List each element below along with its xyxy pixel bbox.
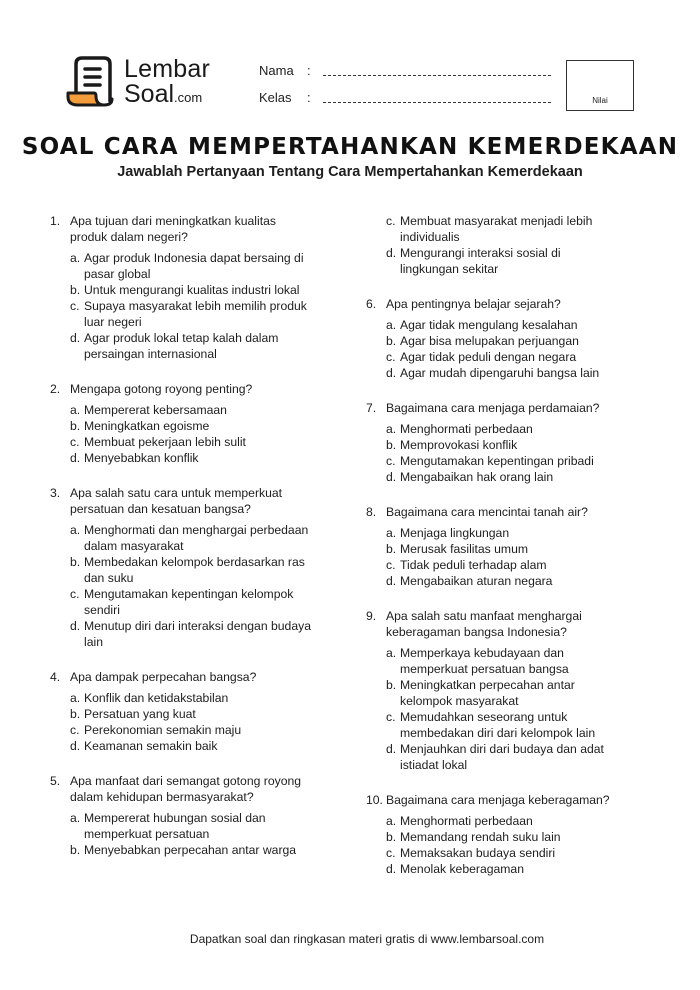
option-letter: c. (70, 587, 80, 601)
option-letter: a. (70, 251, 81, 265)
option-letter: d. (70, 619, 81, 633)
question-text: Bagaimana cara menjaga keberagaman? (386, 793, 610, 807)
answer-option[interactable] (70, 418, 315, 434)
answer-option[interactable] (386, 525, 616, 541)
option-letter: c. (386, 350, 396, 364)
answer-option[interactable] (70, 706, 315, 722)
question-number: 7. (366, 401, 377, 415)
nama-line[interactable] (323, 75, 551, 76)
option-letter: b. (70, 843, 81, 857)
option-letter: c. (386, 214, 396, 228)
option-text: Merusak fasilitas umum (400, 542, 529, 556)
option-text: Agar bisa melupakan perjuangan (400, 334, 579, 348)
option-text: Mengabaikan aturan negara (400, 574, 553, 588)
answer-option[interactable] (70, 810, 315, 842)
option-text: Agar tidak mengulang kesalahan (400, 318, 578, 332)
option-text: Menjauhkan diri dari budaya dan adat istiadat lokal (400, 742, 604, 772)
option-text: Tidak peduli terhadap alam (400, 558, 547, 572)
option-letter: a. (70, 691, 81, 705)
option-text: Menghormati dan menghargai perbedaan dalam masyarakat (84, 523, 309, 553)
answer-option[interactable] (386, 677, 616, 709)
option-text: Agar produk lokal tetap kalah dalam persaingan internasional (84, 331, 279, 361)
nama-label: Nama (259, 63, 294, 78)
document-logo-icon (66, 55, 122, 111)
answer-option[interactable] (386, 213, 616, 245)
option-letter: a. (70, 811, 81, 825)
answer-option[interactable] (386, 349, 616, 365)
answer-option[interactable] (386, 709, 616, 741)
answer-option[interactable] (386, 645, 616, 677)
question-item (366, 792, 616, 877)
option-text: Memaksakan budaya sendiri (400, 846, 556, 860)
question-text: Apa dampak perpecahan bangsa? (70, 670, 257, 684)
option-letter: d. (70, 739, 81, 753)
option-text: Menjaga lingkungan (400, 526, 510, 540)
answer-option[interactable] (70, 586, 315, 618)
option-letter: c. (386, 558, 396, 572)
question-item (366, 504, 616, 589)
question-item (366, 213, 616, 277)
option-letter: b. (70, 419, 81, 433)
option-letter: b. (386, 678, 397, 692)
question-text: Apa salah satu cara untuk memperkuat persatuan dan kesatuan bangsa? (70, 486, 283, 516)
option-letter: d. (386, 862, 397, 876)
option-letter: d. (70, 331, 81, 345)
question-number: 3. (50, 486, 61, 500)
answer-option[interactable] (386, 741, 616, 773)
nama-field[interactable] (259, 63, 317, 78)
option-text: Menolak keberagaman (400, 862, 524, 876)
question-text: Apa salah satu manfaat menghargai keberagaman bangsa Indonesia? (386, 609, 582, 639)
nilai-label: Nilai (592, 96, 608, 105)
answer-option[interactable] (386, 437, 616, 453)
question-item (366, 296, 616, 381)
answer-option[interactable] (386, 453, 616, 469)
question-text: Bagaimana cara mencintai tanah air? (386, 505, 588, 519)
answer-option[interactable] (70, 522, 315, 554)
option-text: Membuat pekerjaan lebih sulit (84, 435, 246, 449)
questions-left-column (50, 213, 315, 877)
option-letter: d. (386, 366, 397, 380)
option-letter: c. (70, 723, 80, 737)
question-text: Bagaimana cara menjaga perdamaian? (386, 401, 600, 415)
answer-option[interactable] (386, 557, 616, 573)
footer-text: Dapatkan soal dan ringkasan materi gratis di www.lembarsoal.com (189, 932, 545, 946)
option-letter: a. (70, 523, 81, 537)
answer-option[interactable] (386, 829, 616, 845)
option-text: Menyebabkan perpecahan antar warga (84, 843, 297, 857)
option-text: Untuk mengurangi kualitas industri lokal (84, 283, 300, 297)
option-text: Meningkatkan egoisme (84, 419, 210, 433)
option-text: Mengutamakan kepentingan pribadi (400, 454, 594, 468)
answer-option[interactable] (70, 842, 315, 858)
question-item (50, 485, 315, 650)
option-letter: b. (386, 830, 397, 844)
question-number: 4. (50, 670, 61, 684)
page-title: SOAL CARA MEMPERTAHANKAN KEMERDEKAAN (21, 134, 679, 160)
answer-option[interactable] (70, 402, 315, 418)
option-text: Konflik dan ketidakstabilan (84, 691, 229, 705)
option-text: Menghormati perbedaan (400, 422, 533, 436)
option-text: Mempererat kebersamaan (84, 403, 227, 417)
option-text: Menutup diri dari interaksi dengan budaya lain (84, 619, 311, 649)
option-text: Mengurangi interaksi sosial di lingkungan sekitar (400, 246, 561, 276)
answer-option[interactable] (386, 845, 616, 861)
option-letter: d. (386, 470, 397, 484)
question-number: 10. (366, 793, 383, 807)
page-subtitle: Jawablah Pertanyaan Tentang Cara Mempertahankan Kemerdekaan (117, 164, 583, 180)
option-text: Membuat masyarakat menjadi lebih individualis (400, 214, 593, 244)
option-letter: c. (386, 710, 396, 724)
nilai-box[interactable] (566, 60, 634, 111)
option-letter: b. (70, 283, 81, 297)
question-text: Mengapa gotong royong penting? (70, 382, 253, 396)
option-letter: a. (70, 403, 81, 417)
answer-option[interactable] (386, 317, 616, 333)
answer-option[interactable] (386, 573, 616, 589)
kelas-field[interactable] (259, 90, 317, 105)
question-item (50, 773, 315, 858)
logo-suffix: .com (174, 90, 203, 105)
option-letter: a. (386, 318, 397, 332)
answer-option[interactable] (386, 245, 616, 277)
answer-option[interactable] (70, 554, 315, 586)
option-letter: c. (70, 435, 80, 449)
option-text: Memperkaya kebudayaan dan memperkuat persatuan bangsa (400, 646, 569, 676)
answer-option[interactable] (386, 333, 616, 349)
logo-word-soal: Soal (124, 80, 175, 108)
answer-option[interactable] (70, 282, 315, 298)
option-letter: d. (386, 742, 397, 756)
option-letter: c. (386, 454, 396, 468)
option-text: Persatuan yang kuat (84, 707, 196, 721)
answer-option[interactable] (70, 434, 315, 450)
option-text: Membedakan kelompok berdasarkan ras dan suku (84, 555, 305, 585)
question-item (50, 381, 315, 466)
option-letter: b. (70, 707, 81, 721)
option-letter: b. (70, 555, 81, 569)
nama-colon: : (307, 63, 311, 78)
option-letter: a. (386, 814, 397, 828)
question-number: 5. (50, 774, 61, 788)
option-text: Agar produk Indonesia dapat bersaing di pasar global (84, 251, 304, 281)
question-number: 8. (366, 505, 377, 519)
question-number: 1. (50, 214, 61, 228)
question-text: Apa manfaat dari semangat gotong royong dalam kehidupan bermasyarakat? (70, 774, 302, 804)
question-number: 9. (366, 609, 377, 623)
answer-option[interactable] (386, 469, 616, 485)
answer-option[interactable] (70, 738, 315, 754)
answer-option[interactable] (70, 618, 315, 650)
option-text: Menyebabkan konflik (84, 451, 199, 465)
brand-logo (66, 55, 226, 111)
kelas-label: Kelas (259, 90, 292, 105)
kelas-colon: : (307, 90, 311, 105)
answer-option[interactable] (386, 365, 616, 381)
answer-option[interactable] (70, 250, 315, 282)
answer-option[interactable] (70, 722, 315, 738)
question-number: 2. (50, 382, 61, 396)
option-text: Meningkatkan perpecahan antar kelompok masyarakat (400, 678, 575, 708)
option-text: Mengabaikan hak orang lain (400, 470, 554, 484)
logo-word-lembar: Lembar (124, 55, 210, 83)
option-letter: b. (386, 438, 397, 452)
option-letter: a. (386, 646, 397, 660)
option-text: Agar mudah dipengaruhi bangsa lain (400, 366, 600, 380)
option-text: Memandang rendah suku lain (400, 830, 561, 844)
option-text: Memudahkan seseorang untuk membedakan diri dari kelompok lain (400, 710, 596, 740)
option-letter: c. (70, 299, 80, 313)
option-letter: a. (386, 422, 397, 436)
option-text: Menghormati perbedaan (400, 814, 533, 828)
kelas-line[interactable] (323, 102, 551, 103)
option-letter: d. (386, 574, 397, 588)
option-text: Mempererat hubungan sosial dan memperkuat persatuan (84, 811, 266, 841)
question-item (366, 400, 616, 485)
question-item (50, 669, 315, 754)
questions-right-column (366, 213, 616, 896)
option-letter: a. (386, 526, 397, 540)
question-number: 6. (366, 297, 377, 311)
option-text: Keamanan semakin baik (84, 739, 218, 753)
answer-option[interactable] (386, 861, 616, 877)
option-letter: d. (386, 246, 397, 260)
answer-option[interactable] (70, 690, 315, 706)
answer-option[interactable] (386, 813, 616, 829)
option-letter: b. (386, 542, 397, 556)
option-letter: c. (386, 846, 396, 860)
answer-option[interactable] (70, 330, 315, 362)
option-text: Mengutamakan kepentingan kelompok sendiri (84, 587, 294, 617)
question-item (50, 213, 315, 362)
option-letter: b. (386, 334, 397, 348)
answer-option[interactable] (70, 450, 315, 466)
answer-option[interactable] (70, 298, 315, 330)
option-text: Perekonomian semakin maju (84, 723, 242, 737)
answer-option[interactable] (386, 541, 616, 557)
option-text: Supaya masyarakat lebih memilih produk luar negeri (84, 299, 307, 329)
answer-option[interactable] (386, 421, 616, 437)
question-text: Apa pentingnya belajar sejarah? (386, 297, 561, 311)
question-item (366, 608, 616, 773)
option-text: Agar tidak peduli dengan negara (400, 350, 577, 364)
question-text: Apa tujuan dari meningkatkan kualitas produk dalam negeri? (70, 214, 276, 244)
option-letter: d. (70, 451, 81, 465)
option-text: Memprovokasi konflik (400, 438, 518, 452)
